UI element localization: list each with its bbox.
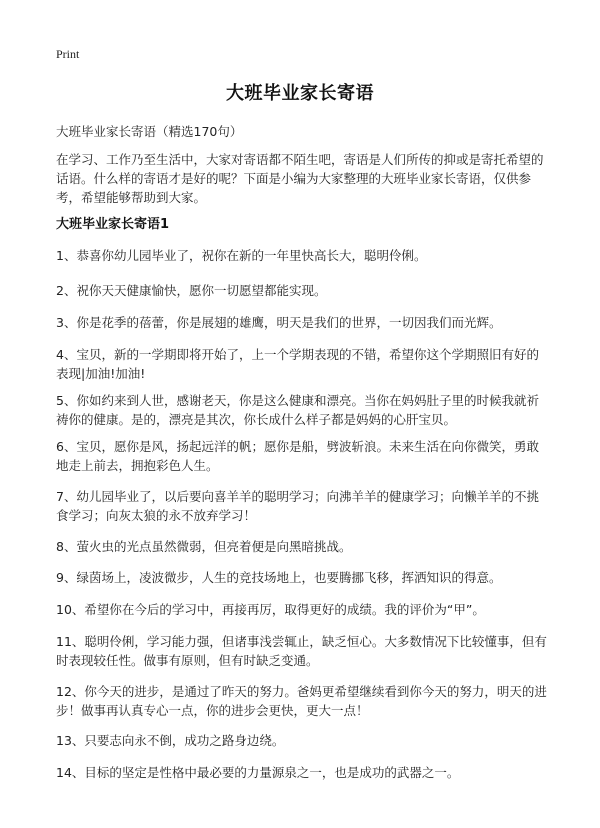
list-item: 5、你如约来到人世，感谢老天，你是这么健康和漂亮。当你在妈妈肚子里的时候我就祈祷你的健康。是的，漂亮是其次，你长成什么样子都是妈妈的心肝宝贝。 bbox=[56, 393, 539, 427]
list-item: 8、萤火虫的光点虽然微弱，但亮着便是向黑暗挑战。 bbox=[56, 539, 352, 554]
list-item: 14、目标的坚定是性格中最必要的力量源泉之一，也是成功的武器之一。 bbox=[56, 765, 460, 780]
list-item: 11、聪明伶俐，学习能力强，但诸事浅尝辄止，缺乏恒心。大多数情况下比较懂事，但有时表现较任性。做事有原则，但有时缺乏变通。 bbox=[56, 634, 547, 668]
list-item: 13、只要志向永不倒，成功之路身边绕。 bbox=[56, 733, 285, 748]
list-item: 10、希望你在今后的学习中，再接再厉，取得更好的成绩。我的评价为“甲”。 bbox=[56, 602, 485, 617]
list-item: 2、祝你天天健康愉快，愿你一切愿望都能实现。 bbox=[56, 283, 327, 298]
list-item: 6、宝贝，愿你是风，扬起远洋的帆；愿你是船，劈波斩浪。未来生活在向你微笑，勇敢地走上前去，拥抱彩色人生。 bbox=[56, 439, 539, 473]
subtitle: 大班毕业家长寄语（精选170句） bbox=[56, 124, 243, 139]
page-title: 大班毕业家长寄语 bbox=[226, 83, 374, 104]
list-item: 1、恭喜你幼儿园毕业了，祝你在新的一年里快高长大，聪明伶俐。 bbox=[56, 248, 427, 263]
list-item: 7、幼儿园毕业了，以后要向喜羊羊的聪明学习；向沸羊羊的健康学习；向懒羊羊的不挑食学习；向灰太狼的永不放弃学习！ bbox=[56, 489, 539, 523]
list-item: 3、你是花季的蓓蕾，你是展翅的雄鹰，明天是我们的世界，一切因我们而光辉。 bbox=[56, 315, 502, 330]
list-item: 9、绿茵场上，凌波微步，人生的竞技场地上，也要腾挪飞移，挥洒知识的得意。 bbox=[56, 570, 502, 585]
section-heading: 大班毕业家长寄语1 bbox=[56, 217, 170, 232]
list-item: 12、你今天的进步，是通过了昨天的努力。爸妈更希望继续看到你今天的努力，明天的进步！做事再认真专心一点，你的进步会更快，更大一点！ bbox=[56, 684, 547, 718]
print-link[interactable]: Print bbox=[56, 47, 80, 61]
intro-paragraph: 在学习、工作乃至生活中，大家对寄语都不陌生吧，寄语是人们所传的抑或是寄托希望的话语。什么样的寄语才是好的呢？下面是小编为大家整理的大班毕业家长寄语，仅供参考，希望能够帮助到大家。 bbox=[56, 152, 544, 205]
list-item: 4、宝贝，新的一学期即将开始了，上一个学期表现的不错，希望你这个学期照旧有好的表现|加油!加油! bbox=[56, 347, 539, 381]
